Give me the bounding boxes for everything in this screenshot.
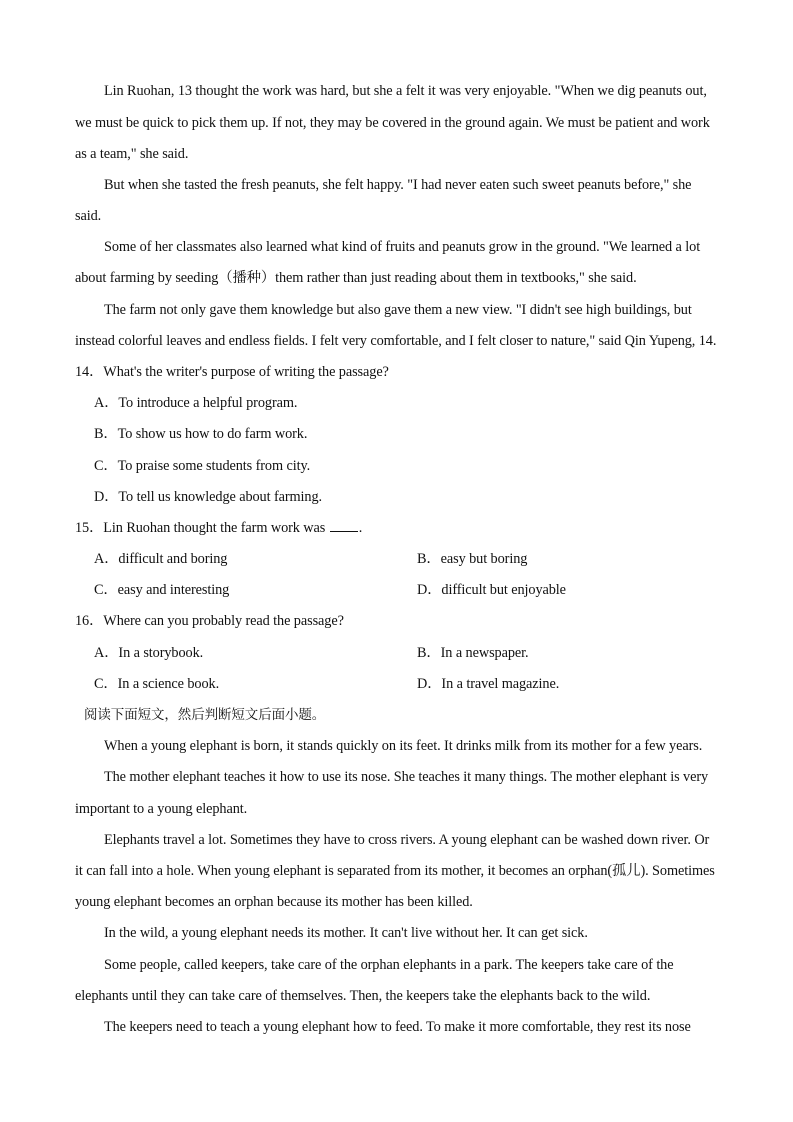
- question-number: 16．: [75, 613, 104, 629]
- question-text: Lin Ruohan thought the farm work was: [103, 520, 329, 536]
- option-text: To introduce a helpful program.: [118, 395, 298, 411]
- paragraph-line: young elephant becomes an orphan because its mother has been killed.: [75, 894, 473, 910]
- question-stem: [75, 612, 344, 630]
- option-text: In a newspaper.: [440, 645, 529, 661]
- option-a[interactable]: [94, 644, 203, 662]
- answer-blank[interactable]: [330, 519, 358, 532]
- option-text: easy but boring: [440, 551, 528, 567]
- option-letter: A．: [94, 551, 119, 567]
- option-a[interactable]: [94, 394, 297, 412]
- question-text: Where can you probably read the passage?: [103, 613, 344, 629]
- question-text-end: .: [358, 520, 363, 536]
- option-d[interactable]: [417, 581, 566, 599]
- paragraph-line: Some of her classmates also learned what kind of fruits and peanuts grow in the ground. "We learned a lot: [104, 239, 701, 255]
- paragraph-line: instead colorful leaves and endless fields. I felt very comfortable, and I felt closer to nature," said Qin Yupeng, 14.: [75, 333, 717, 349]
- option-text: In a storybook.: [118, 645, 204, 661]
- option-text: To praise some students from city.: [117, 458, 311, 474]
- option-b[interactable]: [417, 550, 527, 568]
- option-text: easy and interesting: [117, 582, 230, 598]
- option-letter: C．: [94, 676, 118, 692]
- option-d[interactable]: [417, 675, 559, 693]
- question-stem: [75, 363, 389, 381]
- option-letter: D．: [417, 582, 442, 598]
- option-b[interactable]: [94, 425, 307, 443]
- option-a[interactable]: [94, 550, 227, 568]
- paragraph-line: The mother elephant teaches it how to use its nose. She teaches it many things. The mother elephant is very: [104, 769, 709, 785]
- paragraph-line: it can fall into a hole. When young elephant is separated from its mother, it becomes an orphan(孤儿). Sometimes: [75, 863, 715, 879]
- paragraph-line: Some people, called keepers, take care of the orphan elephants in a park. The keepers take care of the: [104, 957, 674, 973]
- paragraph-line: The farm not only gave them knowledge but also gave them a new view. "I didn't see high buildings, but: [104, 302, 692, 318]
- paragraph-line: Lin Ruohan, 13 thought the work was hard, but she a felt it was very enjoyable. "When we dig peanuts out,: [104, 83, 707, 99]
- section-instruction: 阅读下面短文，然后判断短文后面小题。: [84, 707, 326, 723]
- option-letter: C．: [94, 458, 118, 474]
- option-text: In a science book.: [117, 676, 220, 692]
- option-text: difficult but enjoyable: [441, 582, 566, 598]
- option-letter: A．: [94, 645, 119, 661]
- paragraph-line: Elephants travel a lot. Sometimes they have to cross rivers. A young elephant can be washed down river. Or: [104, 832, 710, 848]
- option-text: To tell us knowledge about farming.: [118, 489, 322, 505]
- option-d[interactable]: [94, 488, 322, 506]
- paragraph-line: When a young elephant is born, it stands quickly on its feet. It drinks milk from its mother for a few years.: [104, 738, 703, 754]
- option-text: To show us how to do farm work.: [117, 426, 308, 442]
- paragraph-line: elephants until they can take care of themselves. Then, the keepers take the elephants back to the wild.: [75, 988, 651, 1004]
- paragraph-line: In the wild, a young elephant needs its mother. It can't live without her. It can get sick.: [104, 925, 588, 941]
- option-letter: B．: [417, 551, 441, 567]
- paragraph-line: as a team," she said.: [75, 146, 189, 162]
- paragraph-line: But when she tasted the fresh peanuts, she felt happy. "I had never eaten such sweet peanuts before," she: [104, 177, 692, 193]
- option-text: In a travel magazine.: [441, 676, 560, 692]
- paragraph-line: important to a young elephant.: [75, 801, 248, 817]
- question-number: 15．: [75, 520, 104, 536]
- option-c[interactable]: [94, 675, 219, 693]
- option-letter: B．: [417, 645, 441, 661]
- question-text: What's the writer's purpose of writing the passage?: [103, 364, 389, 380]
- paragraph-line: about farming by seeding（播种）them rather than just reading about them in textbooks," she said.: [75, 270, 637, 286]
- question-stem: [75, 519, 362, 537]
- option-c[interactable]: [94, 581, 229, 599]
- paragraph-line: The keepers need to teach a young elephant how to feed. To make it more comfortable, they rest its nose: [104, 1019, 691, 1035]
- option-letter: C．: [94, 582, 118, 598]
- question-number: 14．: [75, 364, 104, 380]
- paragraph-line: said.: [75, 208, 102, 224]
- paragraph-line: we must be quick to pick them up. If not, they may be covered in the ground again. We must be patient and work: [75, 115, 710, 131]
- option-c[interactable]: [94, 457, 310, 475]
- option-letter: D．: [417, 676, 442, 692]
- option-b[interactable]: [417, 644, 528, 662]
- option-letter: B．: [94, 426, 118, 442]
- option-letter: D．: [94, 489, 119, 505]
- option-letter: A．: [94, 395, 119, 411]
- option-text: difficult and boring: [118, 551, 228, 567]
